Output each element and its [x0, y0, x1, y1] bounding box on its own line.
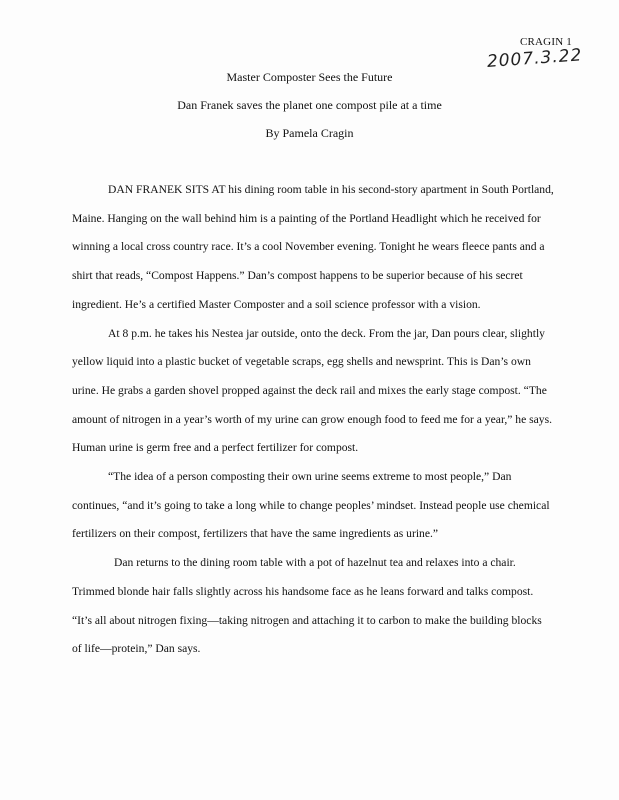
handwritten-date-annotation: 2007.3.22: [486, 45, 584, 72]
article-body: [72, 176, 554, 664]
page-header-label: CRAGIN 1: [519, 36, 572, 48]
paragraph-3: “The idea of a person composting their own urine seems extreme to most people,” Dan continues, “and it’s going to take a long while to change peoples’ mindset. Instead people use chemical fertilizers on their compost, fertilizers that have the same ingredients as urine.”: [72, 470, 550, 541]
paragraph-2: At 8 p.m. he takes his Nestea jar outside, onto the deck. From the jar, Dan pours clear, slightly yellow liquid into a plastic bucket of vegetable scraps, egg shells and newsprint. This is Dan’s own urine. He grabs a garden shovel propped against the deck rail and mixes the early stage compost. “The amount of nitrogen in a year’s worth of my urine can grow enough food to feed me for a year,” he says. Human urine is germ free and a perfect fertilizer for compost.: [72, 326, 552, 455]
article-subtitle: Dan Franek saves the planet one compost pile at a time: [177, 98, 442, 112]
article-byline: By Pamela Cragin: [265, 126, 354, 140]
paragraph-4: Dan returns to the dining room table with a pot of hazelnut tea and relaxes into a chair. Trimmed blonde hair falls slightly across his handsome face as he leans forward and talks compost. “It’s all about nitrogen fixing—taking nitrogen and attaching it to carbon to make the building blocks of life—protein,” Dan says.: [72, 556, 542, 656]
article-title: Master Composter Sees the Future: [226, 70, 393, 84]
paragraph-1: DAN FRANEK SITS AT his dining room table in his second-story apartment in South Portland, Maine. Hanging on the wall behind him is a painting of the Portland Headlight which he received for winning a local cross country race. It’s a cool November evening. Tonight he wears fleece pants and a shirt that reads, “Compost Happens.” Dan’s compost happens to be superior because of his secret ingredient. He’s a certified Master Composter and a soil science professor with a vision.: [72, 183, 554, 311]
